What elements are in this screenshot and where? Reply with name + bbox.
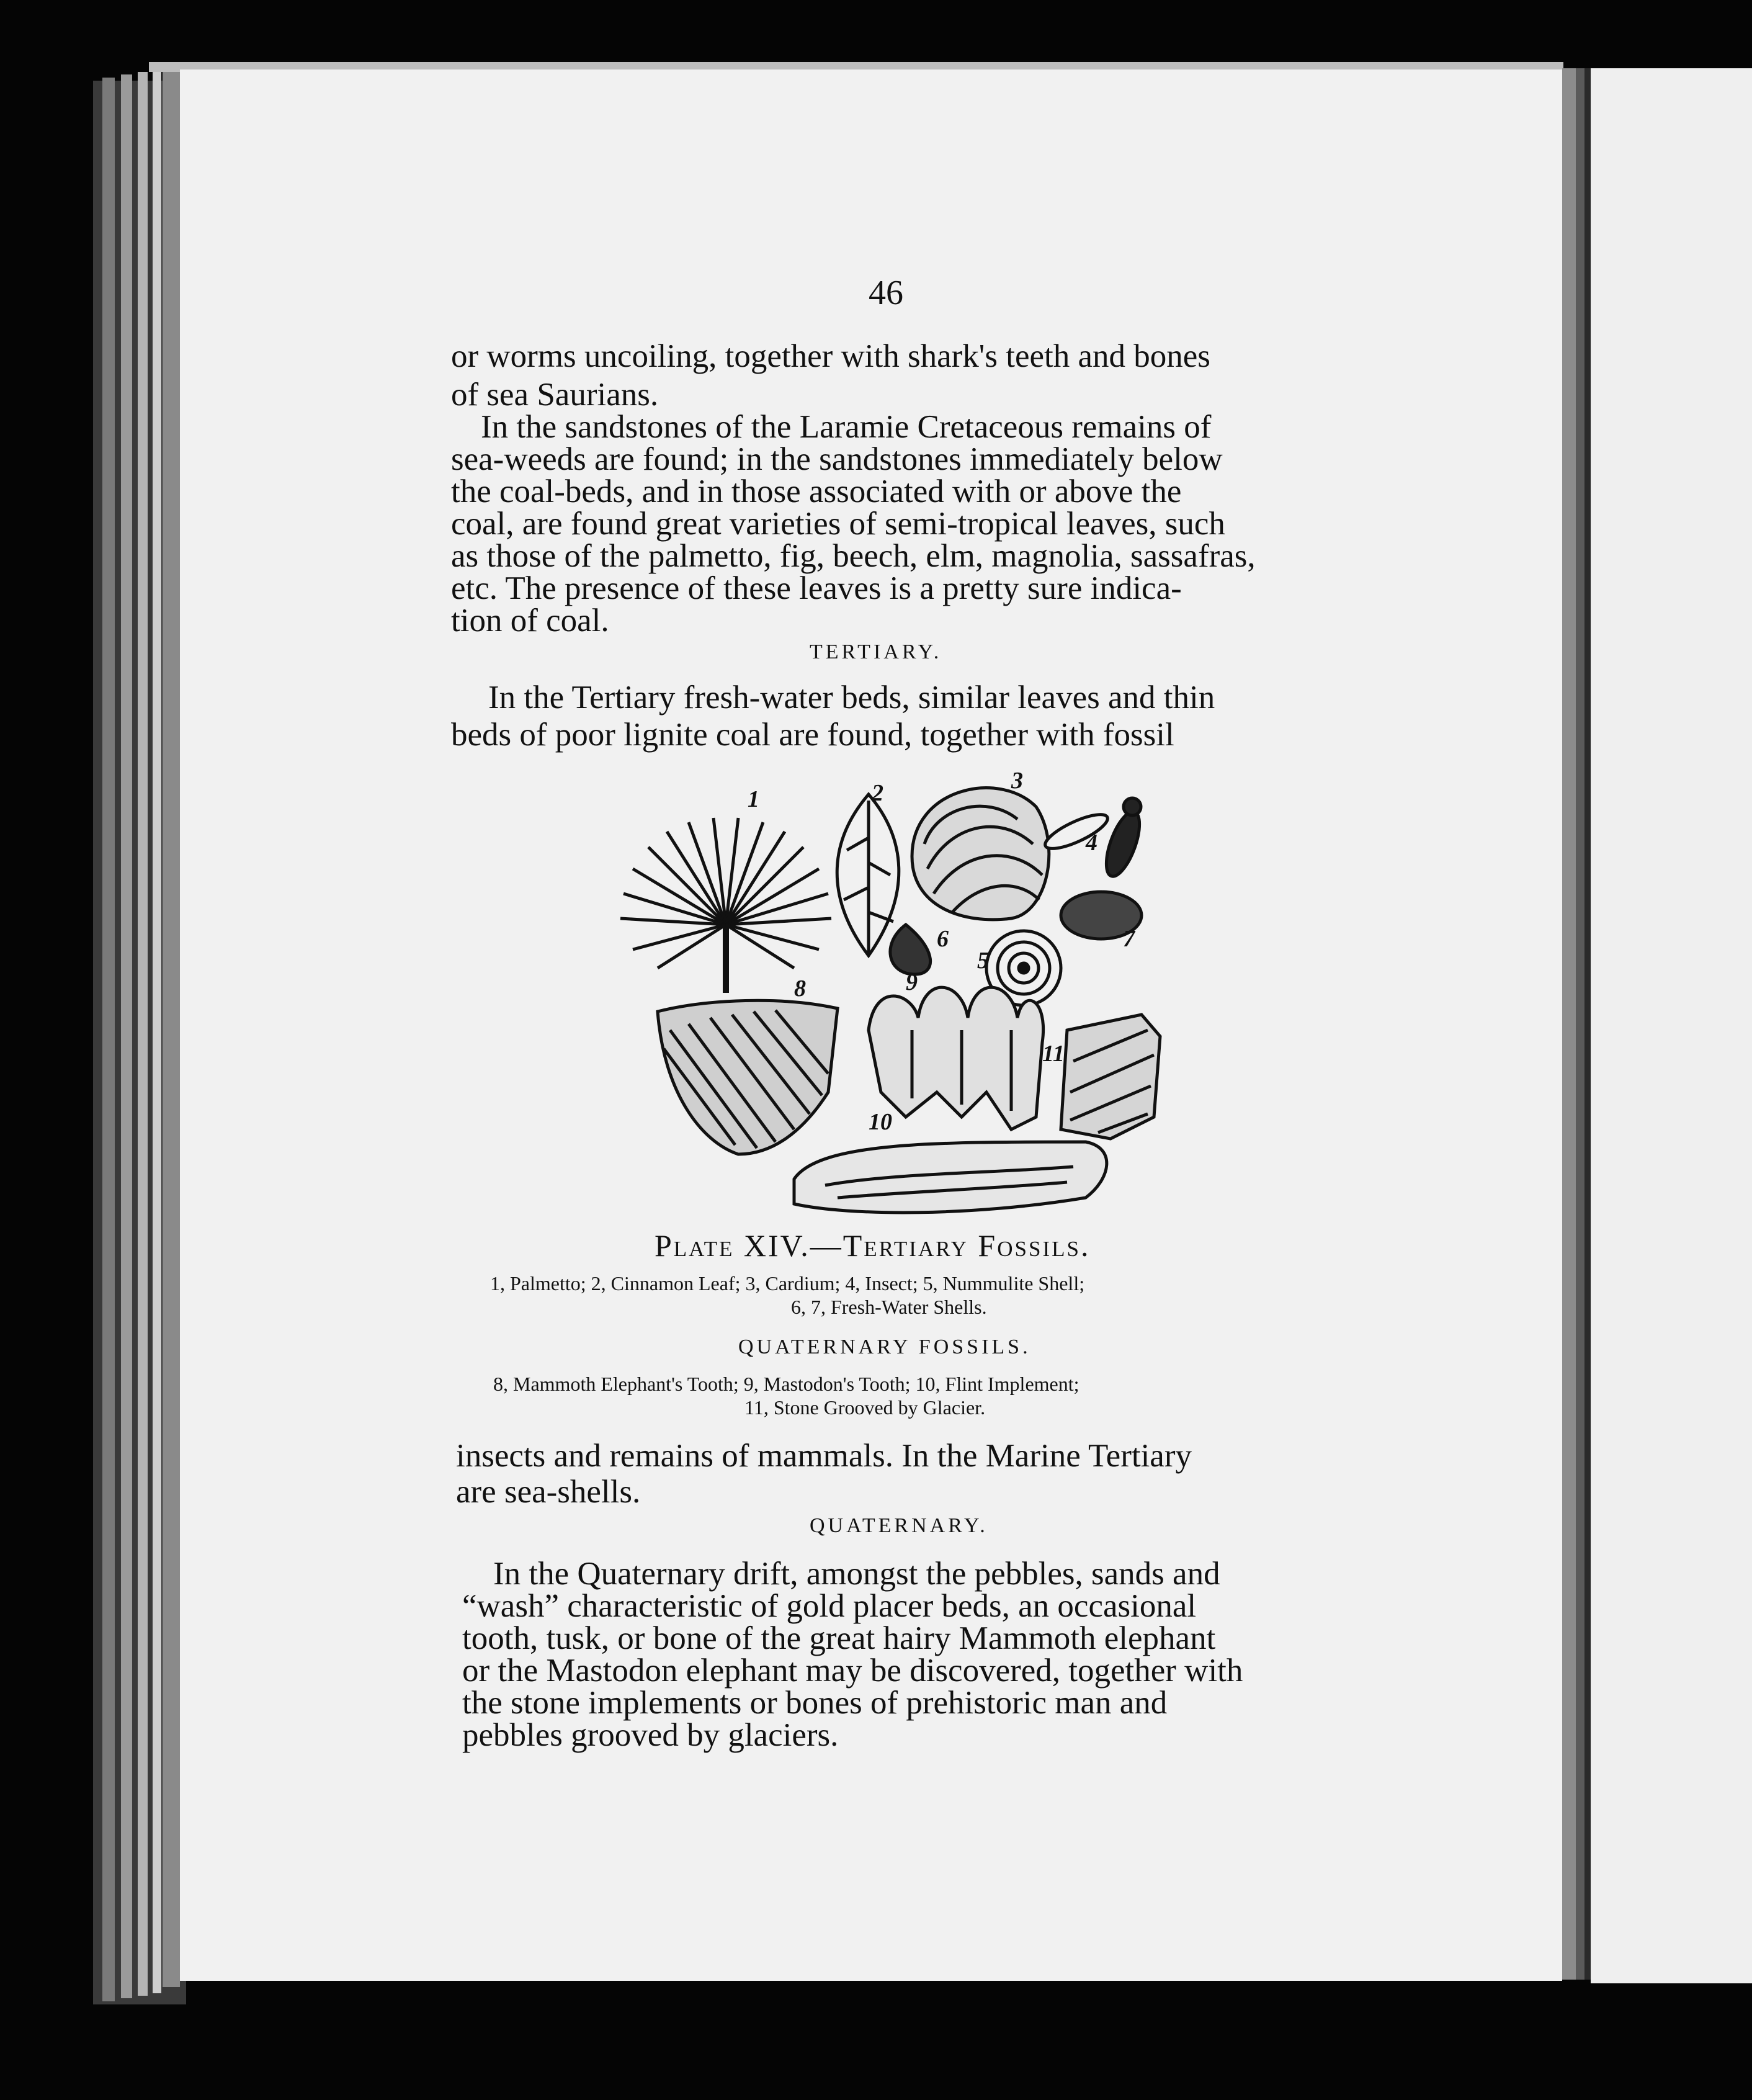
- body-line: pebbles grooved by glaciers.: [462, 1717, 839, 1753]
- body-line: beds of poor lignite coal are found, together with fossil: [451, 717, 1174, 753]
- flint-implement-fossil: [794, 1142, 1107, 1213]
- body-line: as those of the palmetto, fig, beech, elm, magnolia, sassafras,: [451, 538, 1256, 574]
- body-line: the stone implements or bones of prehistoric man and: [462, 1685, 1168, 1721]
- body-line: In the Tertiary fresh-water beds, similar leaves and thin: [488, 680, 1215, 716]
- body-line: insects and remains of mammals. In the Marine Tertiary: [456, 1438, 1192, 1474]
- body-line: or worms uncoiling, together with shark's teeth and bones: [451, 338, 1210, 374]
- figure-number: 1: [748, 786, 759, 812]
- cardium-shell-fossil: [912, 788, 1049, 920]
- figure-number: 6: [937, 926, 949, 952]
- palmetto-fossil: [620, 818, 831, 993]
- plate-caption-line: 8, Mammoth Elephant's Tooth; 9, Mastodon's Tooth; 10, Flint Implement;: [493, 1373, 1079, 1395]
- plate-title: Plate XIV.—Tertiary Fossils.: [655, 1228, 1091, 1263]
- body-line: coal, are found great varieties of semi-tropical leaves, such: [451, 506, 1225, 542]
- figure-number: 10: [869, 1109, 892, 1135]
- fossil-plate-illustration: [614, 770, 1173, 1223]
- figure-number: 4: [1086, 830, 1097, 856]
- figure-number: 8: [794, 976, 806, 1002]
- mastodon-tooth-fossil: [869, 987, 1044, 1129]
- body-line: tion of coal.: [451, 603, 609, 639]
- figure-number: 11: [1042, 1041, 1065, 1067]
- plate-caption-line: 11, Stone Grooved by Glacier.: [744, 1396, 986, 1419]
- figure-number: 9: [906, 969, 918, 995]
- body-line: are sea-shells.: [456, 1474, 641, 1510]
- mammoth-tooth-fossil: [658, 1000, 838, 1154]
- grooved-stone-fossil: [1061, 1015, 1160, 1139]
- figure-number: 5: [977, 948, 989, 974]
- plate-caption-line: 6, 7, Fresh-Water Shells.: [791, 1296, 987, 1318]
- body-line: or the Mastodon elephant may be discovered, together with: [462, 1653, 1243, 1689]
- figure-number: 7: [1123, 926, 1135, 952]
- page-number: 46: [869, 274, 903, 312]
- section-heading-tertiary: TERTIARY.: [810, 640, 942, 663]
- figure-number: 3: [1011, 770, 1023, 794]
- body-line: In the Quaternary drift, amongst the pebbles, sands and: [493, 1556, 1220, 1592]
- body-line: “wash” characteristic of gold placer beds, an occasional: [462, 1588, 1197, 1624]
- section-heading-quaternary: QUATERNARY.: [810, 1514, 988, 1537]
- quaternary-fossils-title: QUATERNARY FOSSILS.: [738, 1335, 1031, 1358]
- body-line: the coal-beds, and in those associated with or above the: [451, 473, 1182, 509]
- plate-caption-line: 1, Palmetto; 2, Cinnamon Leaf; 3, Cardium; 4, Insect; 5, Nummulite Shell;: [490, 1272, 1085, 1295]
- figure-number: 2: [872, 780, 883, 806]
- body-line: etc. The presence of these leaves is a pretty sure indica-: [451, 570, 1182, 606]
- body-line: tooth, tusk, or bone of the great hairy Mammoth elephant: [462, 1620, 1216, 1656]
- body-line: of sea Saurians.: [451, 377, 659, 413]
- body-line: In the sandstones of the Laramie Cretaceous remains of: [481, 409, 1212, 445]
- cinnamon-leaf-fossil: [837, 794, 899, 956]
- fresh-water-shell-6: [890, 925, 931, 974]
- body-line: sea-weeds are found; in the sandstones immediately below: [451, 441, 1223, 477]
